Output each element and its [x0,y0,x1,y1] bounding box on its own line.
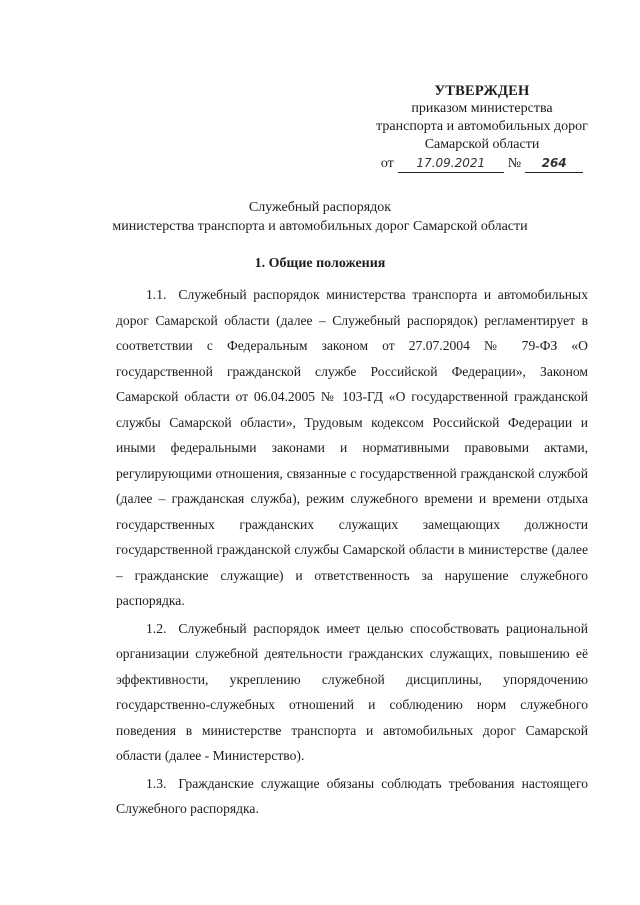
paragraph-text: Служебный распорядок министерства транспорта и автомобильных дорог Самарской области (далее – Служебный распорядок) регламентирует в соответствии с Федеральным законом от 27.07.2004 № 79-ФЗ «О государственной гражданской службе Российской Федерации», Законом Самарской области от 06.04.2005 № 103-ГД «О государственной гражданской службы Самарской области», Трудовым кодексом Российской Федерации и иными федеральными законами и нормативными правовыми актами, регулирующими отношения, связанные с государственной гражданской службой (далее – гражданская служба), режим служебного времени и времени отдыха государственных гражданских служащих замещающих должности государственной гражданской службы Самарской области в министерстве (далее – гражданские служащие) и ответственность за нарушение служебного распорядка. [116,287,588,608]
paragraph-1-3 [116,771,588,822]
document-title-line-1: Служебный распорядок [248,200,392,215]
paragraph-1-1 [116,282,588,614]
paragraph-text: Служебный распорядок имеет целью способствовать рациональной организации служебной деятельности гражданских служащих, повышению её эффективности, укреплению служебной дисциплины, упорядочению государственно-служебных отношений и соблюдению норм служебного поведения в министерстве транспорта и автомобильных дорог Самарской области (далее - Министерство). [116,620,588,763]
order-number: 264 [525,154,583,173]
order-date: 17.09.2021 [398,154,504,173]
number-prefix: № [507,156,522,171]
paragraph-number: 1.3. [146,775,167,791]
order-date-number-line [362,154,602,173]
section-heading: 1. Общие положения [254,256,386,271]
paragraph-1-2 [116,616,588,769]
document-title [40,198,600,236]
approval-line-1: приказом министерства [411,101,553,116]
date-prefix: от [380,156,394,171]
paragraph-text: Гражданские служащие обязаны соблюдать требования настоящего Служебного распорядка. [116,775,588,816]
document-body [116,282,588,824]
approval-stamp-block [362,82,602,173]
paragraph-number: 1.2. [146,620,167,636]
approved-label: УТВЕРЖДЕН [434,83,530,99]
document-title-line-2: министерства транспорта и автомобильных дорог Самарской области [112,219,528,234]
approval-line-2: транспорта и автомобильных дорог [376,119,588,134]
approval-line-3: Самарской области [424,137,540,152]
paragraph-number: 1.1. [146,287,167,302]
